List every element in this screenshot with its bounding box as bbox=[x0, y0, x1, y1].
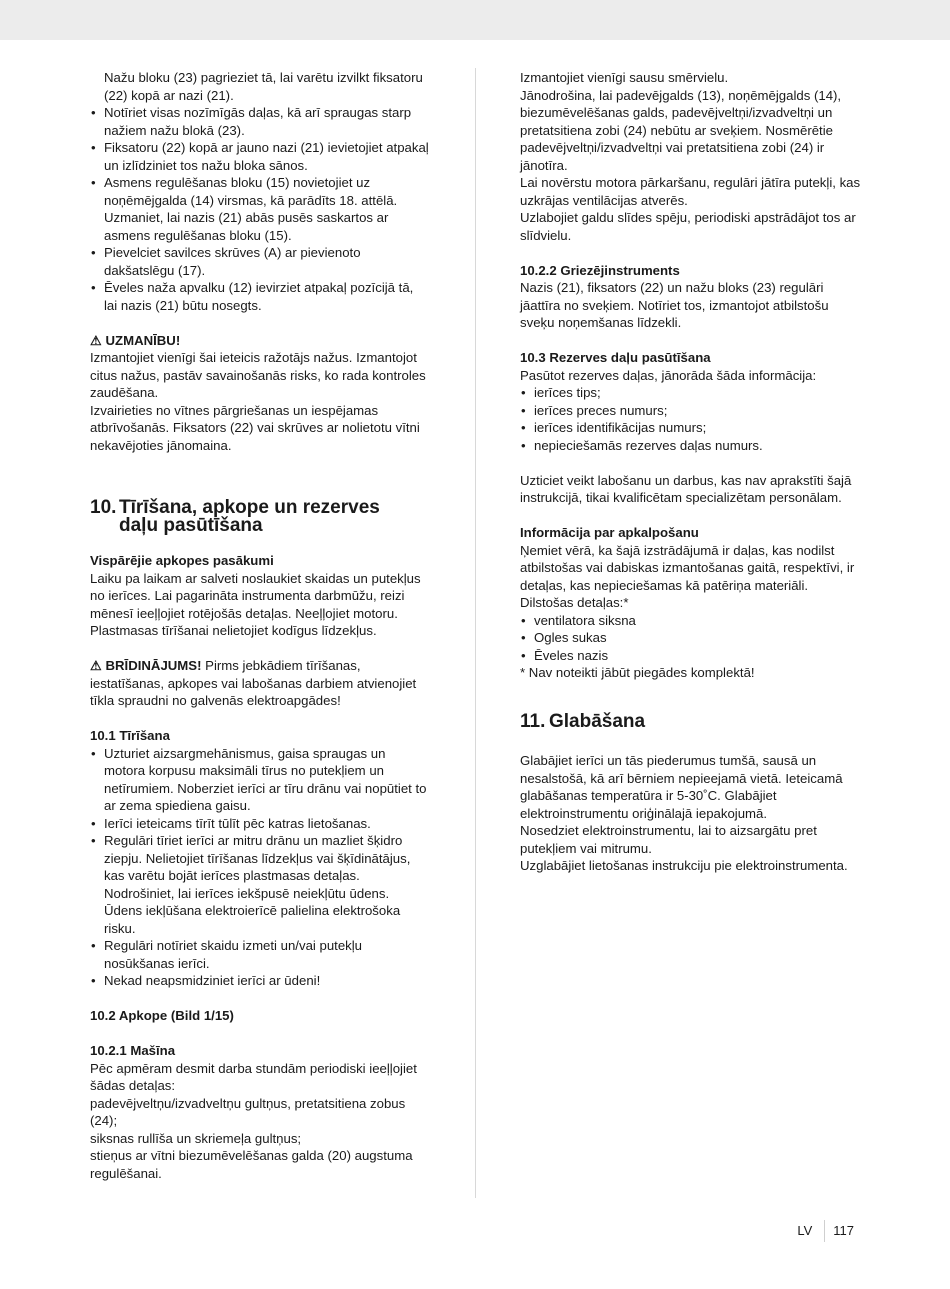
list-item: • ierīces tips; bbox=[520, 384, 865, 402]
paragraph: Izmantojiet vienīgi sausu smērvielu. bbox=[520, 70, 729, 85]
paragraph: Pēc apmēram desmit darba stundām periodiski ieeļļojiet šādas detaļas: bbox=[90, 1060, 417, 1093]
paragraph: Nosedziet elektroinstrumentu, lai to aizsargātu pret putekļiem vai mitrumu. bbox=[520, 823, 817, 856]
general-maintenance-title: Vispārējie apkopes pasākumi bbox=[90, 553, 274, 568]
section-11-heading bbox=[520, 710, 865, 732]
warning-triangle-icon: ⚠ bbox=[90, 332, 102, 348]
cleaning-list bbox=[90, 745, 430, 990]
list-item: • Ierīci ieteicams tīrīt tūlīt pēc katras lietošanas. bbox=[90, 815, 430, 833]
wear-parts-note: * Nav noteikti jābūt piegādes komplektā! bbox=[520, 665, 755, 680]
section-title: Tīrīšana, apkope un rezerves bbox=[119, 496, 380, 518]
page-number: 117 bbox=[833, 1223, 854, 1238]
machine-title: 10.2.1 Mašīna bbox=[90, 1043, 176, 1058]
blade-steps-list bbox=[90, 104, 430, 314]
language-code: LV bbox=[797, 1223, 813, 1238]
warning-triangle-icon: ⚠ bbox=[90, 658, 102, 673]
warning-paragraph bbox=[90, 657, 430, 710]
caution-text: Izmantojiet vienīgi šai ieteicis ražotājs nažus. Izmantojot citus nažus, pastāv savainošanās risks, ko rada kontroles zaudēšana. bbox=[90, 350, 426, 400]
paragraph: Uzglabājiet lietošanas instrukciju pie elektroinstrumenta. bbox=[520, 858, 848, 873]
section-number: 10. bbox=[90, 496, 117, 518]
caution-title: UZMANĪBU! bbox=[105, 332, 181, 348]
page-footer bbox=[797, 1220, 854, 1242]
list-item: • ierīces identifikācijas numurs; bbox=[520, 419, 865, 437]
intro-continuation: Nažu bloku (23) pagrieziet tā, lai varētu izvilkt fiksatoru (22) kopā ar nazi (21). bbox=[104, 70, 423, 103]
wear-parts-list bbox=[520, 612, 865, 665]
paragraph: Uzlabojiet galdu slīdes spēju, periodiski apstrādājot tos ar slīdvielu. bbox=[520, 210, 856, 243]
paragraph: Pasūtot rezerves daļas, jānorāda šāda informācija: bbox=[520, 367, 817, 383]
list-item: • Notīriet visas nozīmīgās daļas, kā arī spraugas starp nažiem nažu blokā (23). bbox=[90, 104, 430, 139]
paragraph: Glabājiet ierīci un tās piederumus tumšā, sausā un nesalstošā, kā arī bērniem nepieejamā vietā. Ieteicamā glabāšanas temperatūra ir 5-30˚C. Glabājiet elektroinstrumentu oriģinālajā iepakojumā. bbox=[520, 753, 843, 821]
section-10-heading bbox=[90, 496, 430, 536]
paragraph: padevējveltņu/izvadveltņu gultņus, pretatsitiena zobus (24); bbox=[90, 1095, 406, 1128]
order-info-list bbox=[520, 384, 865, 454]
maintenance-title: 10.2 Apkope (Bild 1/15) bbox=[90, 1008, 234, 1023]
paragraph: stieņus ar vītni biezumēvelēšanas galda (20) augstuma regulēšanai. bbox=[90, 1148, 413, 1181]
list-item: • Asmens regulēšanas bloku (15) novietojiet uz noņēmējgalda (14) virsmas, kā parādīts 18. attēlā. Uzmaniet, lai nazis (21) abās pusēs saskartos ar asmens regulēšanas bloku (15). bbox=[90, 174, 430, 244]
paragraph: Uzticiet veikt labošanu un darbus, kas nav aprakstīti šajā instrukcijā, tikai kvalificētam specializētam personālam. bbox=[520, 472, 852, 505]
wear-parts-label: Dilstošas detaļas:* bbox=[520, 595, 629, 610]
list-item: • Nekad neapsmidziniet ierīci ar ūdeni! bbox=[90, 972, 430, 990]
list-item: • ventilatora siksna bbox=[520, 612, 865, 630]
list-item: • Pievelciet savilces skrūves (A) ar pievienoto dakšatslēgu (17). bbox=[90, 244, 430, 279]
right-column bbox=[520, 69, 865, 875]
section-title-cont: daļu pasūtīšana bbox=[119, 514, 263, 536]
paragraph: siksnas rullīša un skriemeļa gultņus; bbox=[90, 1130, 302, 1146]
list-item: • Fiksatoru (22) kopā ar jauno nazi (21) ievietojiet atpakaļ un izlīdziniet tos nažu bloka sānos. bbox=[90, 139, 430, 174]
column-divider bbox=[475, 68, 476, 1198]
warning-text: Pirms jebkādiem tīrīšanas, iestatīšanas, apkopes vai labošanas darbiem atvienojiet tīkla spraudni no galvenās elektroapgādes! bbox=[90, 658, 417, 708]
list-item: • Ogles sukas bbox=[520, 629, 865, 647]
list-item: • Regulāri tīriet ierīci ar mitru drānu un mazliet šķidro ziepju. Nelietojiet tīrīšanas līdzekļus vai šķīdinātājus, kas varētu bojāt ierīces plastmasas detaļas. Nodrošiniet, lai ierīces iekšpusē neiekļūtu ūdens. Ūdens iekļūšana elektroierīcē palielina elektrošoka risku. bbox=[90, 832, 430, 937]
warning-title: BRĪDINĀJUMS! bbox=[105, 658, 202, 673]
caution-text: Izvairieties no vītnes pārgriešanas un iespējamas atbrīvošanās. Fiksators (22) vai skrūves ar nolietotu vītni nekavējoties jānomaina. bbox=[90, 402, 420, 453]
service-info-title: Informācija par apkalpošanu bbox=[520, 525, 699, 540]
list-item: • ierīces preces numurs; bbox=[520, 402, 865, 420]
list-item: • Ēveles naža apvalku (12) ievirziet atpakaļ pozīcijā tā, lai nazis (21) būtu nosegts. bbox=[90, 279, 430, 314]
list-item: • Uzturiet aizsargmehānismus, gaisa spraugas un motora korpusu maksimāli tīrus no putekļiem un netīrumiem. Noberziet ierīci ar tīru drānu vai nopūtiet to ar zema spiediena gaisu. bbox=[90, 745, 430, 815]
list-item: • Ēveles nazis bbox=[520, 647, 865, 665]
paragraph: Jānodrošina, lai padevējgalds (13), noņēmējgalds (14), biezumēvelēšanas galds, padevējveltņi/izvadveltņi un pretatsitiena zobi (24) nebūtu ar sveķiem. Nosmērētie padevējveltņi/izvadveltņi vai pretatsitiena zobi (24) ir jānotīra. bbox=[520, 87, 842, 173]
top-bar bbox=[0, 0, 950, 40]
section-number: 11. bbox=[520, 710, 546, 732]
paragraph: Lai novērstu motora pārkaršanu, regulāri jātīra putekļi, kas uzkrājas ventilācijas atverēs. bbox=[520, 175, 861, 208]
list-item: • Regulāri notīriet skaidu izmeti un/vai putekļu nosūkšanas ierīci. bbox=[90, 937, 430, 972]
paragraph: Laiku pa laikam ar salveti noslaukiet skaidas un putekļus no ierīces. Lai pagarināta instrumenta darbmūžu, reizi mēnesī ieeļļojiet rotējošās detaļas. Neeļļojiet motoru. bbox=[90, 570, 421, 621]
footer-divider bbox=[824, 1220, 825, 1242]
paragraph: Plastmasas tīrīšanai nelietojiet kodīgus līdzekļus. bbox=[90, 623, 377, 638]
spare-parts-title: 10.3 Rezerves daļu pasūtīšana bbox=[520, 350, 711, 365]
cleaning-title: 10.1 Tīrīšana bbox=[90, 728, 170, 743]
cutting-tool-title: 10.2.2 Griezējinstruments bbox=[520, 262, 680, 278]
caution-heading bbox=[90, 332, 430, 350]
paragraph: Nazis (21), fiksators (22) un nažu bloks (23) regulāri jāattīra no sveķiem. Notīriet tos, izmantojot atbilstošu sveķu noņemšanas līdzekli. bbox=[520, 280, 829, 330]
list-item: • nepieciešamās rezerves daļas numurs. bbox=[520, 437, 865, 455]
section-title: Glabāšana bbox=[549, 710, 646, 732]
left-column bbox=[90, 69, 430, 1182]
paragraph: Ņemiet vērā, ka šajā izstrādājumā ir daļas, kas nodilst atbilstošas vai dabiskas izmantošanas gaitā, respektīvi, ir detaļas, kas nepieciešamas kā patēriņa materiāli. bbox=[520, 542, 855, 593]
